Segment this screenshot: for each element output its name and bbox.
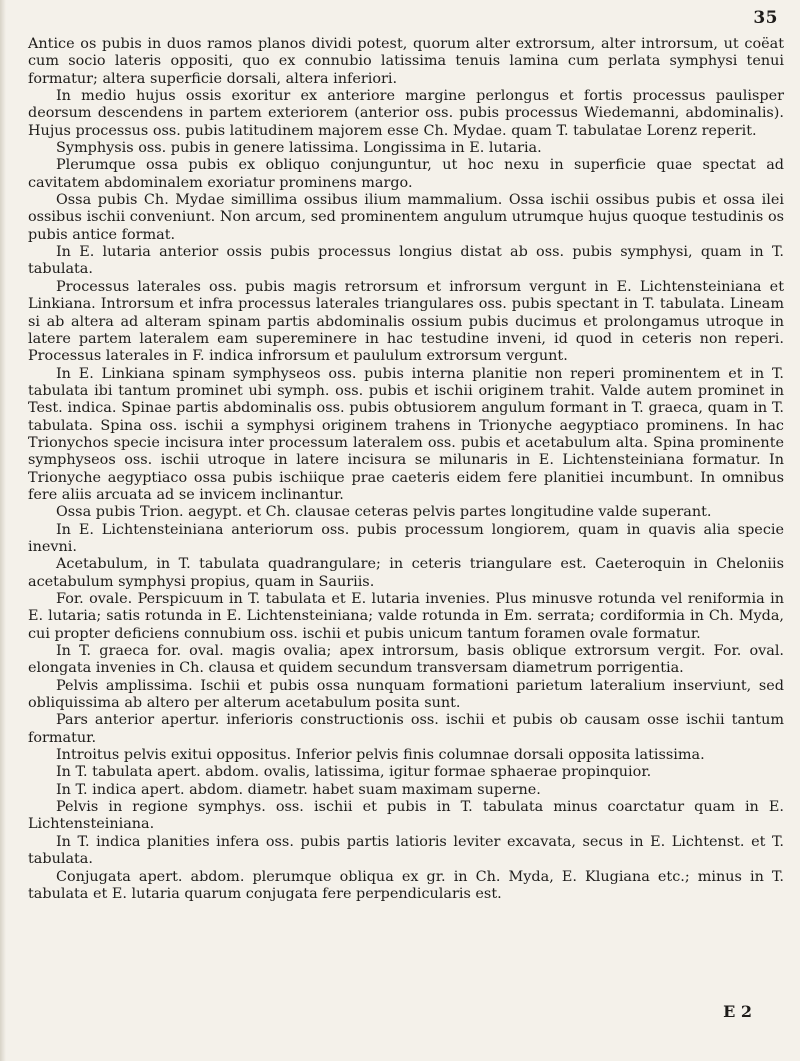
paragraph: Symphysis oss. pubis in genere latissima. Longissima in E. lutaria. [56, 140, 542, 157]
binding-shadow [0, 0, 6, 1061]
paragraph: Conjugata apert. abdom. plerumque obliqua ex gr. in Ch. Myda, E. Klugiana etc.; minus in T. tabulata et E. lutaria quarum conjugata fere perpendicularis est. [28, 868, 784, 902]
paragraph: In medio hujus ossis exoritur ex anteriore margine perlongus et fortis processus paulisper deorsum descendens in partem exteriorem (anterior oss. pubis processus Wiedemanni, abdominalis). Hujus processus oss. pubis latitudinem majorem esse Ch. Mydae. quam T. tabulatae Lorenz reperit. [28, 88, 784, 139]
paragraph: Acetabulum, in T. tabulata quadrangulare; in ceteris triangulare est. Caeteroquin in Cheloniis acetabulum symphysi propius, quam in Sauriis. [28, 556, 784, 590]
paragraph: For. ovale. Perspicuum in T. tabulata et E. lutaria invenies. Plus minusve rotunda vel reniformia in E. lutaria; satis rotunda in E. Lichtensteiniana; valde rotunda in Em. serrata; cordiformia in Ch. Myda, cui propter deficiens connubium oss. ischii et pubis unicum tantum foramen ovale formatur. [28, 591, 784, 642]
paragraph: In T. indica planities infera oss. pubis partis latioris leviter excavata, secus in E. Lichtenst. et T. tabulata. [28, 833, 784, 868]
paragraph: Ossa pubis Ch. Mydae simillima ossibus ilium mammalium. Ossa ischii ossibus pubis et ossa ilei ossibus ischii conveniunt. Non arcum, sed prominentem angulum utrumque hujus quoque testudinis os pubis antice format. [28, 192, 784, 243]
paragraph: Pars anterior apertur. inferioris constructionis oss. ischii et pubis ob causam osse ischii tantum formatur. [28, 712, 784, 746]
paragraph: Pelvis in regione symphys. oss. ischii et pubis in T. tabulata minus coarctatur quam in E. Lichtensteiniana. [28, 799, 784, 833]
body-text [28, 36, 784, 903]
paragraph: Processus laterales oss. pubis magis retrorsum et infrorsum vergunt in E. Lichtensteiniana et Linkiana. Introrsum et infra processus laterales triangulares oss. pubis spectant in T. tabulata. Lineam si ab altera ad alteram spinam partis abdominalis ossium pubis ducimus et prolongamus utroque in latere partem lateralem eam supereminere in hac testudine inveni, id quod in ceteris non reperi. Processus laterales in F. indica infrorsum et paululum extrorsum vergunt. [28, 278, 784, 365]
paragraph: Pelvis amplissima. Ischii et pubis ossa nunquam formationi parietum lateralium inserviunt, sed obliquissima ab altero per alterum acetabulum posita sunt. [28, 677, 784, 712]
signature-mark: E 2 [723, 1002, 752, 1021]
paragraph: In E. Linkiana spinam symphyseos oss. pubis interna planitie non reperi prominentem et in T. tabulata ibi tantum prominet ubi symph. oss. pubis et ischii originem trahit. Valde autem prominet in Test. indica. Spinae partis abdominalis oss. pubis obtusiorem angulum formant in T. graeca, quam in T. tabulata. Spina oss. ischii a symphysi originem trahens in Trionyche aegyptiaco prominens. In hac Trionychos specie incisura inter processum lateralem oss. pubis et acetabulum alta. Spina prominente symphyseos oss. ischii utroque in latere incisura se milunaris in E. Lichtensteiniana formatur. In Trionyche aegyptiaco ossa pubis ischiique prae caeteris eidem fere planitiei incumbunt. In omnibus fere aliis arcuata ad se invicem inclinantur. [28, 365, 784, 503]
paragraph: In T. indica apert. abdom. diametr. habet suam maximam superne. [56, 781, 541, 798]
paragraph: Antice os pubis in duos ramos planos dividi potest, quorum alter extrorsum, alter introrsum, ut coëat cum socio lateris oppositi, quo ex connubio latissima tenuis lamina cum perlata symphysi tenui formatur; altera superficie dorsali, altera inferiori. [28, 36, 784, 87]
paragraph: Introitus pelvis exitui oppositus. Inferior pelvis finis columnae dorsali opposita latissima. [56, 747, 705, 764]
paragraph: In E. lutaria anterior ossis pubis processus longius distat ab oss. pubis symphysi, quam in T. tabulata. [28, 244, 784, 278]
paragraph: Plerumque ossa pubis ex obliquo conjunguntur, ut hoc nexu in superficie quae spectat ad cavitatem abdominalem exoriatur prominens margo. [28, 157, 784, 191]
paragraph: In E. Lichtensteiniana anteriorum oss. pubis processum longiorem, quam in quavis alia specie inevni. [28, 521, 784, 555]
paragraph: In T. tabulata apert. abdom. ovalis, latissima, igitur formae sphaerae propinquior. [56, 764, 652, 781]
page-number: 35 [753, 8, 778, 28]
paragraph: In T. graeca for. oval. magis ovalia; apex introrsum, basis oblique extrorsum vergit. For. oval. elongata invenies in Ch. clausa et quidem secundum transversam diametrum porrigentia. [28, 643, 784, 677]
paragraph: Ossa pubis Trion. aegypt. et Ch. clausae ceteras pelvis partes longitudine valde superant. [56, 504, 712, 521]
